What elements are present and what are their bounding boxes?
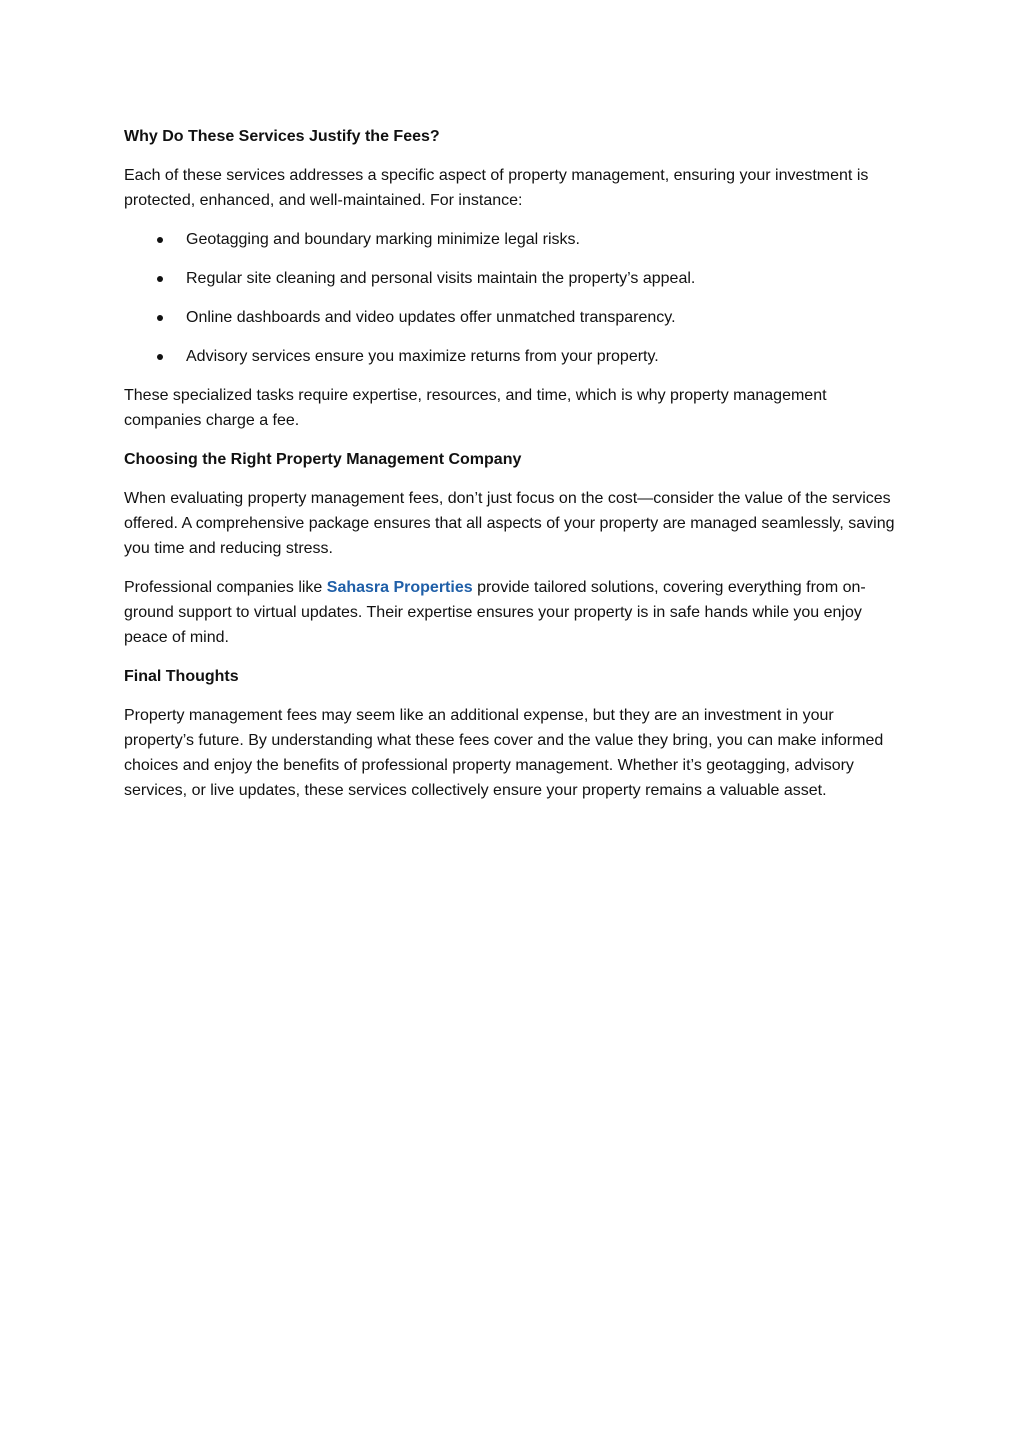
paragraph-text-before-link: Professional companies like bbox=[124, 579, 327, 596]
section-heading-choosing-company: Choosing the Right Property Management Company bbox=[124, 451, 522, 468]
document-page bbox=[124, 124, 899, 803]
section-heading-why-fees: Why Do These Services Justify the Fees? bbox=[124, 128, 440, 145]
section-heading-final-thoughts: Final Thoughts bbox=[124, 668, 239, 685]
list-item-text: Online dashboards and video updates offer unmatched transparency. bbox=[186, 309, 676, 326]
paragraph-evaluating-fees: When evaluating property management fees, don’t just focus on the cost—consider the value of the services offered. A comprehensive package ensures that all aspects of your property are managed seamlessly, saving you time and reducing stress. bbox=[124, 490, 895, 557]
paragraph-text-after-link: provide tailored solutions, covering everything from on-ground support to virtual updates. Their expertise ensures your property is in safe hands while you enjoy peace of mind. bbox=[124, 579, 866, 646]
services-bullet-list bbox=[124, 227, 899, 369]
paragraph-professional-companies bbox=[124, 575, 899, 650]
list-item-text: Regular site cleaning and personal visits maintain the property’s appeal. bbox=[186, 270, 696, 287]
list-item-text: Advisory services ensure you maximize returns from your property. bbox=[186, 348, 659, 365]
list-item bbox=[124, 344, 899, 369]
list-item bbox=[124, 227, 899, 252]
list-item bbox=[124, 266, 899, 291]
bullet-icon bbox=[157, 276, 163, 282]
paragraph-outro: These specialized tasks require expertise, resources, and time, which is why property management companies charge a fee. bbox=[124, 387, 827, 429]
paragraph-final: Property management fees may seem like an additional expense, but they are an investment in your property’s future. By understanding what these fees cover and the value they bring, you can make informed choices and enjoy the benefits of professional property management. Whether it’s geotagging, advisory services, or live updates, these services collectively ensure your property remains a valuable asset. bbox=[124, 707, 884, 799]
list-item bbox=[124, 305, 899, 330]
sahasra-properties-link[interactable]: Sahasra Properties bbox=[326, 579, 473, 596]
list-item-text: Geotagging and boundary marking minimize legal risks. bbox=[186, 231, 580, 248]
bullet-icon bbox=[157, 237, 163, 243]
bullet-icon bbox=[157, 315, 163, 321]
paragraph-intro: Each of these services addresses a specific aspect of property management, ensuring your investment is protected, enhanced, and well-maintained. For instance: bbox=[124, 167, 869, 209]
bullet-icon bbox=[157, 354, 163, 360]
